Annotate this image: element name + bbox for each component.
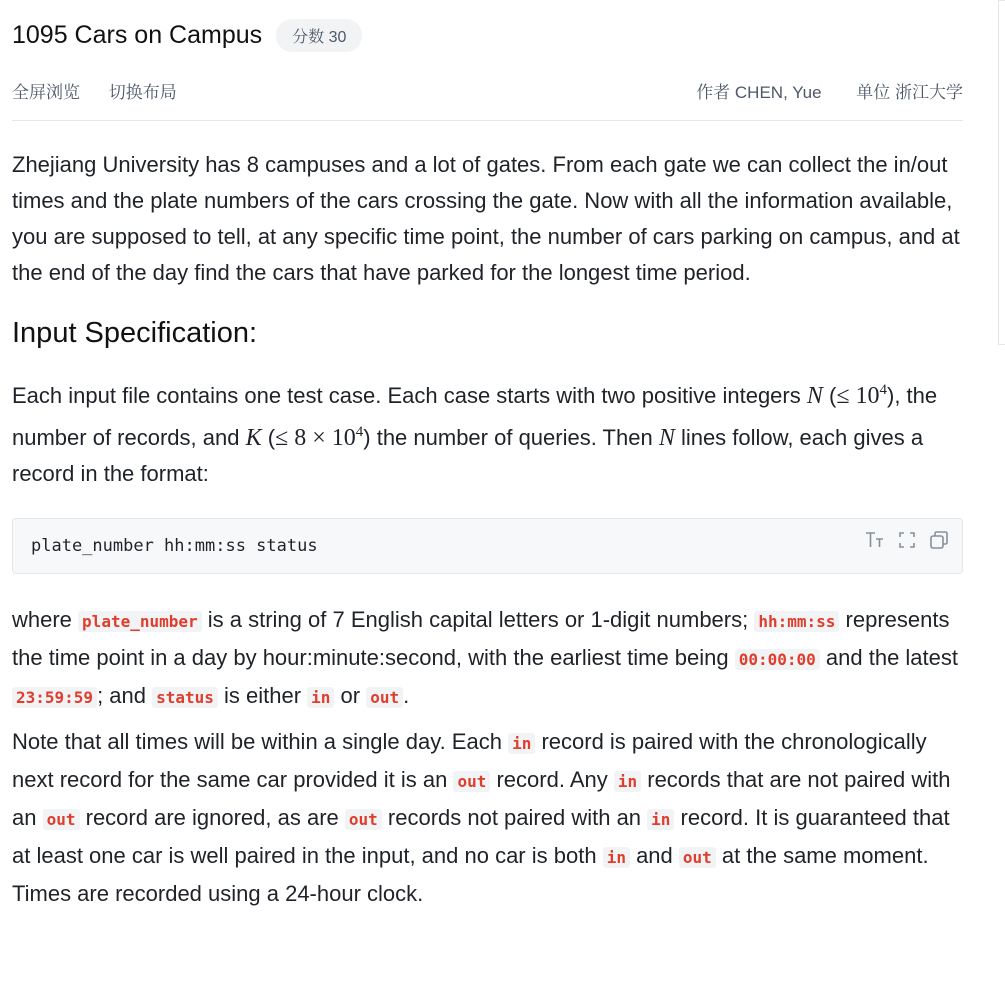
inline-code: in [614, 771, 641, 792]
author-label: 作者 CHEN, Yue [696, 82, 822, 102]
math-exp: 4 [879, 382, 887, 398]
text: represents the time point in a day by hour:minute:second, with the earliest time being [12, 607, 950, 670]
fullscreen-icon[interactable] [896, 529, 918, 551]
font-size-icon[interactable] [864, 529, 886, 551]
text: or [334, 683, 367, 708]
text: ( [822, 383, 837, 408]
text: lines follow, each gives a record in the format: [12, 425, 924, 486]
text: record are ignored, as are [79, 805, 345, 830]
score-badge: 分数 30 [276, 19, 362, 52]
inline-code: 23:59:59 [12, 687, 97, 708]
text: record is paired with the chronologically next record for the same car provided it is an [12, 729, 927, 792]
problem-page [12, 0, 963, 912]
copy-icon[interactable] [928, 529, 950, 551]
math-bound-n [836, 383, 887, 409]
inline-code: in [508, 733, 535, 754]
scrollbar[interactable] [997, 0, 1005, 996]
text: record. Any [490, 767, 614, 792]
math-n: N [806, 383, 823, 409]
code-block[interactable] [12, 518, 963, 574]
inline-code: in [307, 687, 334, 708]
input-spec-paragraph [12, 372, 963, 492]
inline-code: in [647, 809, 674, 830]
text: ), the number of records, and [12, 383, 938, 450]
problem-meta [666, 78, 963, 103]
intro-paragraph: Zhejiang University has 8 campuses and a lot of gates. From each gate we can collect the in/out times and the plate numbers of the cars crossing the gate. Now with all the information available, you are supposed to tell, at any specific time point, the number of cars parking on campus, and at the end of the day find the cars that have parked for the longest time period. [12, 152, 960, 285]
switch-layout-button[interactable]: 切换布局 [108, 82, 177, 102]
inline-code: in [603, 847, 630, 868]
inline-code: out [453, 771, 490, 792]
inline-code: status [152, 687, 218, 708]
meta-row [12, 70, 963, 121]
text: Each input file contains one test case. Each case starts with two positive integers [12, 383, 807, 408]
text: where [12, 607, 79, 632]
math-ten: 10 [855, 383, 880, 409]
title-row [12, 0, 963, 70]
problem-title: 1095 Cars on Campus [12, 20, 263, 49]
math-n: N [658, 425, 675, 451]
text: . [403, 683, 410, 708]
format-description [12, 602, 963, 716]
math-le2: ≤ 8 × 10 [275, 425, 356, 451]
text: ( [261, 425, 276, 450]
inline-code: hh:mm:ss [754, 611, 839, 632]
math-exp: 4 [355, 424, 364, 440]
text: and [629, 843, 679, 868]
fullscreen-button[interactable]: 全屏浏览 [12, 82, 80, 102]
scrollbar-thumb[interactable] [998, 0, 1005, 345]
text: and the latest [819, 645, 959, 670]
unit-label: 单位 浙江大学 [856, 82, 963, 102]
note-paragraph [12, 724, 963, 912]
text: at the same moment. Times are recorded using a 24-hour clock. [12, 843, 929, 906]
math-k: K [245, 425, 262, 451]
code-toolbar [864, 529, 950, 551]
text: is a string of 7 English capital letters or 1-digit numbers; [201, 607, 755, 632]
text: is either [217, 683, 308, 708]
text: ) the number of queries. Then [363, 425, 659, 450]
inline-code: out [366, 687, 403, 708]
view-controls [12, 78, 201, 103]
text: records not paired with an [381, 805, 648, 830]
inline-code: out [43, 809, 80, 830]
inline-code: plate_number [78, 611, 202, 632]
text: records that are not paired with an [12, 767, 951, 830]
math-bound-k [275, 425, 363, 451]
text: Note that all times will be within a single day. Each [12, 729, 509, 754]
inline-code: out [679, 847, 716, 868]
text: record. It is guaranteed that at least one car is well paired in the input, and no car is both [12, 805, 950, 868]
inline-code: 00:00:00 [735, 649, 820, 670]
input-spec-heading: Input Specification: [12, 317, 258, 349]
code-text[interactable]: plate_number hh:mm:ss status [31, 536, 318, 556]
inline-code: out [345, 809, 382, 830]
text: ; and [97, 683, 153, 708]
math-le: ≤ [836, 383, 850, 409]
